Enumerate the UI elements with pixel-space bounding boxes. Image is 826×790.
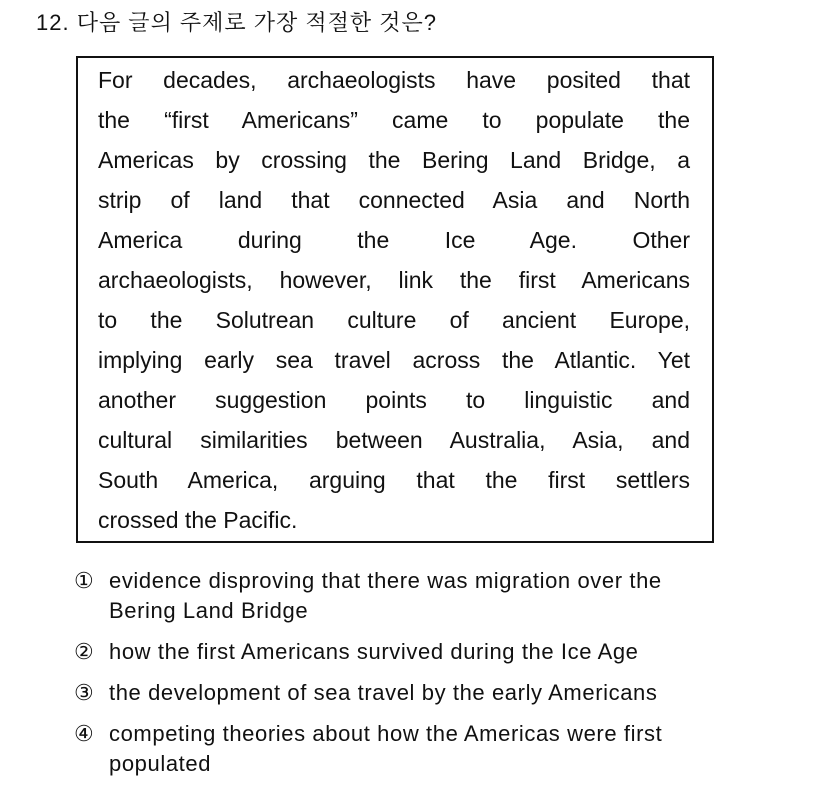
- passage-line: For decades, archaeologists have posited that: [98, 67, 690, 93]
- passage-line: archaeologists, however, link the first Americans: [98, 267, 690, 293]
- choice-number: ③: [74, 680, 95, 705]
- choice-text: how the first Americans survived during the Ice Age: [109, 639, 639, 664]
- answer-choices: [74, 566, 729, 790]
- choice-number: ①: [74, 568, 95, 593]
- choice-number: ②: [74, 639, 95, 664]
- passage-line: America during the Ice Age. Other: [98, 227, 690, 253]
- choice-1[interactable]: [74, 566, 729, 626]
- choice-3[interactable]: [74, 678, 729, 708]
- passage-line: to the Solutrean culture of ancient Europe,: [98, 307, 690, 333]
- question-title: 12. 다음 글의 주제로 가장 적절한 것은?: [36, 10, 438, 35]
- passage-line: Americas by crossing the Bering Land Bridge, a: [98, 147, 690, 173]
- choice-text: the development of sea travel by the early Americans: [109, 680, 658, 705]
- choice-4[interactable]: [74, 719, 729, 779]
- passage-line: implying early sea travel across the Atlantic. Yet: [98, 347, 690, 373]
- passage-line: crossed the Pacific.: [98, 507, 298, 533]
- choice-number: ④: [74, 721, 95, 746]
- choice-text: competing theories about how the Americas were first populated: [109, 721, 663, 776]
- passage-line: South America, arguing that the first settlers: [98, 467, 690, 493]
- passage-line: the “first Americans” came to populate the: [98, 107, 690, 133]
- passage-line: cultural similarities between Australia, Asia, and: [98, 427, 690, 453]
- passage-line: strip of land that connected Asia and North: [98, 187, 690, 213]
- choice-2[interactable]: [74, 637, 729, 667]
- choice-text: evidence disproving that there was migration over the Bering Land Bridge: [109, 568, 662, 623]
- passage: [98, 62, 690, 542]
- passage-line: another suggestion points to linguistic and: [98, 387, 690, 413]
